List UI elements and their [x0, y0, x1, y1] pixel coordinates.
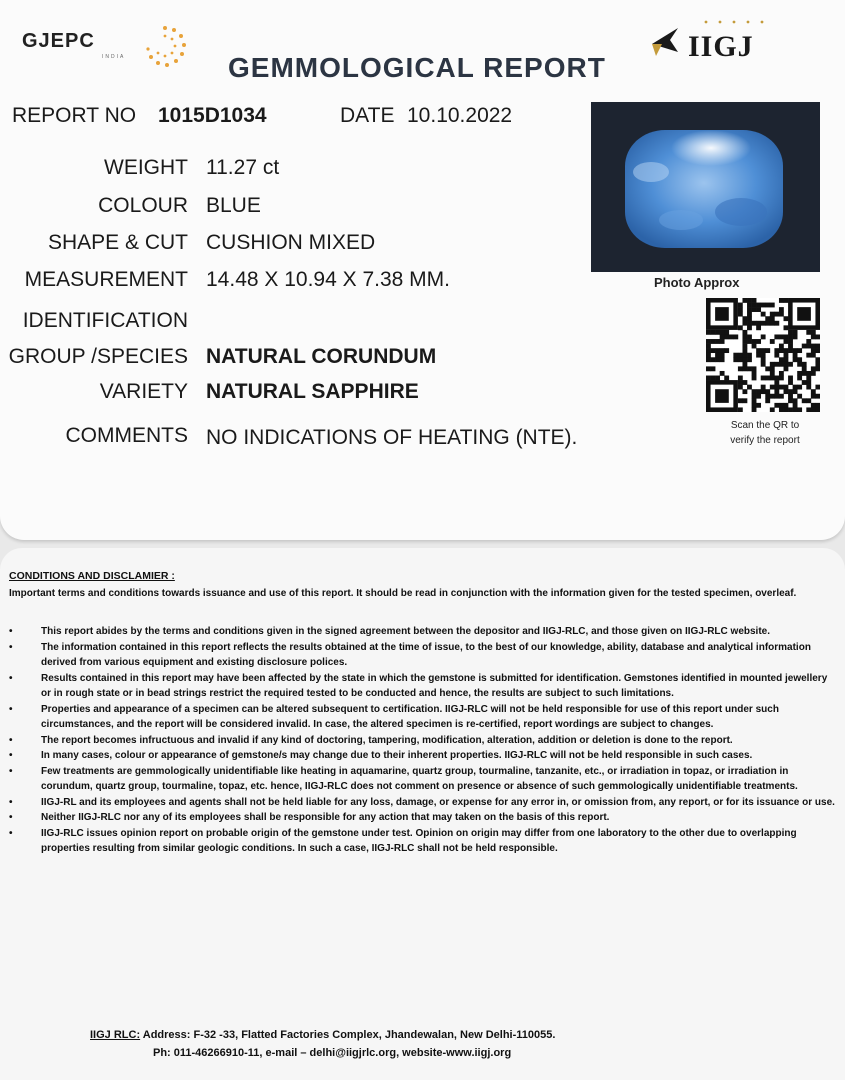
qr-module	[715, 357, 720, 362]
qr-module	[779, 385, 784, 390]
qr-module	[742, 339, 747, 344]
qr-module	[788, 339, 793, 344]
qr-module	[793, 334, 798, 339]
condition-item: • IIGJ-RLC issues opinion report on probable origin of the gemstone under test. Opinion on origin may differ from one laboratory to the other due to overlapping properties resulting from similar geologic conditions. In such a case, IIGJ-RLC shall not be held responsible.	[9, 826, 835, 857]
qr-module	[711, 357, 716, 362]
qr-module	[806, 385, 811, 390]
qr-module	[774, 403, 779, 408]
qr-module	[806, 407, 811, 412]
qr-module	[811, 403, 816, 408]
qr-module	[784, 334, 789, 339]
qr-module	[770, 316, 775, 321]
qr-module	[806, 380, 811, 385]
footer-address	[90, 1029, 555, 1041]
qr-module	[774, 376, 779, 381]
qr-module	[756, 339, 761, 344]
qr-module	[761, 362, 766, 367]
qr-module	[752, 371, 757, 376]
qr-module	[715, 353, 720, 358]
qr-module	[720, 353, 725, 358]
qr-module	[738, 407, 743, 412]
qr-module	[756, 353, 761, 358]
qr-module	[747, 385, 752, 390]
qr-module	[774, 348, 779, 353]
qr-module	[742, 348, 747, 353]
qr-module	[747, 307, 752, 312]
qr-module	[738, 385, 743, 390]
qr-module	[811, 389, 816, 394]
qr-module	[802, 362, 807, 367]
qr-module	[747, 303, 752, 308]
qr-module	[788, 380, 793, 385]
condition-item: • This report abides by the terms and conditions given in the signed agreement between the depositor and IIGJ-RLC, and those given on IIGJ-RLC website.	[9, 624, 835, 640]
condition-item: • Few treatments are gemmologically unidentifiable like heating in aquamarine, quartz group, tourmaline, tanzanite, etc., or irradiation in topaz, or irradiation in corundum, quartz group, tourmaline, topaz, etc. hence, IIGJ-RLC does not comment on presence or absence of such gemmologically unidentifiable treatments.	[9, 764, 835, 795]
qr-module	[706, 376, 711, 381]
qr-module	[770, 371, 775, 376]
qr-module	[770, 385, 775, 390]
qr-module	[720, 357, 725, 362]
date-label: DATE	[340, 104, 395, 127]
shape-cut-label: SHAPE & CUT	[47, 231, 188, 254]
qr-module	[711, 348, 716, 353]
qr-module	[752, 366, 757, 371]
qr-module	[793, 348, 798, 353]
qr-module	[774, 321, 779, 326]
qr-module	[747, 325, 752, 330]
condition-item: • Neither IIGJ-RLC nor any of its employees shall be responsible for any action that may taken on the basis of this report.	[9, 810, 835, 826]
qr-module	[747, 357, 752, 362]
qr-module	[793, 353, 798, 358]
qr-module	[806, 339, 811, 344]
qr-module	[706, 339, 711, 344]
qr-module	[811, 344, 816, 349]
qr-module	[738, 376, 743, 381]
qr-module	[770, 321, 775, 326]
qr-module	[788, 398, 793, 403]
footer-label: IIGJ RLC:	[90, 1029, 141, 1041]
qr-finder	[715, 307, 729, 321]
qr-module	[806, 344, 811, 349]
qr-module	[784, 366, 789, 371]
qr-module	[747, 339, 752, 344]
qr-module	[811, 353, 816, 358]
qr-module	[738, 312, 743, 317]
comments-value: NO INDICATIONS OF HEATING (NTE).	[206, 426, 578, 449]
qr-module	[806, 398, 811, 403]
qr-module	[706, 330, 711, 335]
qr-module	[779, 307, 784, 312]
qr-module	[788, 394, 793, 399]
qr-module	[774, 353, 779, 358]
qr-module	[761, 312, 766, 317]
qr-module	[784, 407, 789, 412]
qr-module	[788, 389, 793, 394]
comments-label: COMMENTS	[65, 424, 188, 447]
qr-module	[784, 403, 789, 408]
qr-module	[720, 339, 725, 344]
qr-module	[779, 362, 784, 367]
qr-module	[765, 316, 770, 321]
variety-value: NATURAL SAPPHIRE	[206, 380, 419, 403]
qr-code[interactable]	[706, 298, 820, 412]
qr-module	[742, 344, 747, 349]
qr-module	[797, 407, 802, 412]
qr-finder	[797, 307, 811, 321]
qr-module	[770, 366, 775, 371]
qr-module	[761, 385, 766, 390]
qr-module	[756, 321, 761, 326]
qr-module	[802, 366, 807, 371]
qr-module	[770, 376, 775, 381]
qr-module	[752, 389, 757, 394]
qr-module	[793, 407, 798, 412]
qr-module	[756, 389, 761, 394]
footer-contact: Ph: 011-46266910-11, e-mail – delhi@iigjrlc.org, website-www.iigj.org	[153, 1047, 512, 1059]
weight-label: WEIGHT	[104, 156, 188, 179]
qr-module	[752, 394, 757, 399]
qr-module	[752, 307, 757, 312]
qr-module	[793, 389, 798, 394]
shape-cut-value: CUSHION MIXED	[206, 231, 376, 254]
gjepc-logo-sub: INDIA	[102, 54, 126, 60]
qr-module	[806, 376, 811, 381]
qr-module	[724, 376, 729, 381]
conditions-heading: CONDITIONS AND DISCLAMIER :	[9, 570, 175, 582]
measurement-label: MEASUREMENT	[24, 268, 188, 291]
gemstone-photo	[591, 102, 820, 272]
qr-module	[742, 334, 747, 339]
qr-module	[724, 334, 729, 339]
qr-module	[793, 398, 798, 403]
qr-module	[784, 325, 789, 330]
qr-module	[747, 312, 752, 317]
qr-module	[761, 353, 766, 358]
qr-module	[815, 407, 820, 412]
identification-label: IDENTIFICATION	[22, 309, 188, 332]
qr-module	[738, 325, 743, 330]
qr-module	[742, 353, 747, 358]
qr-module	[715, 376, 720, 381]
qr-module	[793, 357, 798, 362]
qr-module	[779, 344, 784, 349]
qr-module	[770, 394, 775, 399]
qr-module	[742, 398, 747, 403]
qr-finder	[715, 389, 729, 403]
qr-module	[747, 298, 752, 303]
qr-module	[779, 348, 784, 353]
gjepc-logo	[22, 22, 182, 72]
qr-module	[797, 394, 802, 399]
qr-module	[738, 303, 743, 308]
qr-module	[706, 366, 711, 371]
qr-module	[788, 362, 793, 367]
qr-module	[752, 298, 757, 303]
qr-module	[779, 376, 784, 381]
qr-module	[784, 357, 789, 362]
qr-module	[747, 353, 752, 358]
condition-item: • The report becomes infructuous and invalid if any kind of doctoring, tampering, modification, alteration, addition or deletion is done to the report.	[9, 733, 835, 749]
qr-module	[742, 321, 747, 326]
qr-module	[806, 371, 811, 376]
qr-module	[756, 325, 761, 330]
qr-module	[774, 389, 779, 394]
qr-module	[788, 334, 793, 339]
qr-module	[774, 380, 779, 385]
qr-module	[761, 348, 766, 353]
qr-module	[715, 339, 720, 344]
qr-module	[774, 362, 779, 367]
qr-module	[720, 330, 725, 335]
qr-module	[738, 357, 743, 362]
qr-module	[779, 407, 784, 412]
qr-module	[788, 376, 793, 381]
qr-module	[765, 394, 770, 399]
qr-module	[761, 334, 766, 339]
qr-module	[752, 344, 757, 349]
qr-module	[706, 353, 711, 358]
qr-module	[761, 321, 766, 326]
qr-code-icon	[706, 298, 820, 412]
qr-module	[774, 394, 779, 399]
qr-module	[765, 303, 770, 308]
qr-module	[711, 330, 716, 335]
qr-module	[784, 389, 789, 394]
qr-module	[765, 366, 770, 371]
footer-address-text: Address: F-32 -33, Flatted Factories Complex, Jhandewalan, New Delhi-110055.	[140, 1029, 556, 1041]
qr-module	[797, 348, 802, 353]
qr-module	[815, 403, 820, 408]
qr-module	[770, 303, 775, 308]
qr-module	[784, 316, 789, 321]
qr-module	[770, 312, 775, 317]
group-species-label: GROUP /SPECIES	[8, 345, 188, 368]
report-no-value: 1015D1034	[158, 104, 267, 127]
qr-module	[793, 330, 798, 335]
qr-module	[802, 380, 807, 385]
sunburst-icon	[140, 22, 190, 72]
qr-module	[815, 366, 820, 371]
qr-module	[733, 353, 738, 358]
qr-module	[784, 385, 789, 390]
qr-module	[706, 357, 711, 362]
group-species-value: NATURAL CORUNDUM	[206, 345, 437, 368]
qr-module	[815, 362, 820, 367]
qr-module	[715, 330, 720, 335]
variety-label: VARIETY	[99, 380, 188, 403]
photo-caption: Photo Approx	[654, 275, 740, 290]
qr-module	[811, 371, 816, 376]
qr-module	[815, 334, 820, 339]
qr-module	[742, 366, 747, 371]
qr-module	[729, 334, 734, 339]
qr-module	[784, 348, 789, 353]
iigj-triangle-icon	[648, 22, 684, 62]
qr-module	[784, 362, 789, 367]
qr-module	[815, 394, 820, 399]
qr-module	[720, 334, 725, 339]
qr-module	[742, 362, 747, 367]
qr-module	[765, 321, 770, 326]
qr-module	[711, 339, 716, 344]
qr-module	[742, 380, 747, 385]
qr-module	[784, 339, 789, 344]
qr-module	[761, 357, 766, 362]
qr-module	[765, 398, 770, 403]
qr-module	[815, 357, 820, 362]
qr-module	[779, 394, 784, 399]
qr-module	[811, 394, 816, 399]
iigj-dots-icon	[686, 18, 776, 26]
qr-module	[738, 366, 743, 371]
qr-module	[788, 407, 793, 412]
qr-module	[756, 307, 761, 312]
qr-module	[706, 348, 711, 353]
colour-label: COLOUR	[98, 194, 188, 217]
qr-module	[788, 344, 793, 349]
qr-module	[779, 403, 784, 408]
qr-module	[752, 398, 757, 403]
qr-module	[779, 298, 784, 303]
qr-module	[761, 303, 766, 308]
qr-module	[788, 348, 793, 353]
qr-module	[756, 403, 761, 408]
qr-module	[802, 371, 807, 376]
gemstone-image	[591, 102, 820, 272]
qr-module	[756, 394, 761, 399]
measurement-value: 14.48 X 10.94 X 7.38 MM.	[206, 268, 450, 291]
qr-module	[752, 407, 757, 412]
qr-module	[756, 348, 761, 353]
condition-item: • In many cases, colour or appearance of gemstone/s may change due to their inherent properties. IIGJ-RLC will not be held responsible in such cases.	[9, 748, 835, 764]
qr-module	[779, 312, 784, 317]
qr-module	[815, 385, 820, 390]
qr-module	[802, 344, 807, 349]
qr-module	[738, 398, 743, 403]
qr-module	[815, 344, 820, 349]
qr-module	[802, 398, 807, 403]
qr-module	[784, 353, 789, 358]
qr-module	[765, 376, 770, 381]
iigj-logo	[648, 18, 778, 78]
page-title: GEMMOLOGICAL REPORT	[228, 52, 606, 83]
weight-value: 11.27 ct	[206, 156, 280, 179]
qr-module	[770, 339, 775, 344]
qr-module	[774, 385, 779, 390]
qr-module	[738, 380, 743, 385]
qr-module	[774, 312, 779, 317]
qr-module	[765, 389, 770, 394]
qr-module	[770, 407, 775, 412]
qr-module	[779, 334, 784, 339]
qr-module	[774, 334, 779, 339]
qr-module	[752, 321, 757, 326]
qr-module	[715, 348, 720, 353]
qr-module	[752, 303, 757, 308]
iigj-logo-text: IIGJ	[688, 30, 754, 63]
qr-module	[752, 339, 757, 344]
qr-module	[806, 353, 811, 358]
qr-module	[738, 307, 743, 312]
qr-module	[733, 357, 738, 362]
qr-module	[742, 357, 747, 362]
qr-module	[733, 334, 738, 339]
qr-module	[811, 334, 816, 339]
qr-module	[752, 403, 757, 408]
qr-module	[779, 371, 784, 376]
qr-module	[742, 389, 747, 394]
conditions-list	[9, 624, 835, 857]
qr-module	[747, 366, 752, 371]
qr-module	[711, 366, 716, 371]
report-no-label: REPORT NO	[12, 104, 137, 127]
qr-module	[747, 321, 752, 326]
qr-module	[756, 303, 761, 308]
qr-caption-line-1: Scan the QR to	[730, 420, 800, 431]
qr-module	[747, 334, 752, 339]
date-value: 10.10.2022	[407, 104, 513, 127]
qr-module	[811, 407, 816, 412]
qr-module	[811, 330, 816, 335]
qr-module	[793, 403, 798, 408]
qr-module	[742, 316, 747, 321]
qr-module	[706, 344, 711, 349]
qr-caption	[720, 418, 810, 448]
colour-value: BLUE	[206, 194, 261, 217]
qr-module	[793, 385, 798, 390]
gjepc-logo-text: GJEPC	[22, 30, 95, 52]
conditions-intro: Important terms and conditions towards issuance and use of this report. It should be read in conjunction with the information given for the tested specimen, overleaf.	[9, 588, 797, 599]
qr-module	[747, 316, 752, 321]
qr-module	[811, 348, 816, 353]
qr-module	[806, 330, 811, 335]
qr-caption-line-2: verify the report	[730, 435, 800, 446]
qr-module	[742, 298, 747, 303]
qr-module	[797, 362, 802, 367]
qr-module	[738, 353, 743, 358]
qr-module	[720, 348, 725, 353]
qr-module	[797, 357, 802, 362]
qr-module	[797, 371, 802, 376]
qr-module	[742, 330, 747, 335]
qr-module	[752, 376, 757, 381]
condition-item: • The information contained in this report reflects the results obtained at the time of issue, to the best of our knowledge, ability, database and analytical information derived from various equipment and existing disclosure polices.	[9, 640, 835, 671]
qr-module	[720, 371, 725, 376]
qr-module	[711, 376, 716, 381]
qr-module	[811, 366, 816, 371]
condition-item: • IIGJ-RL and its employees and agents shall not be held liable for any loss, damage, or expense for any error in, or omission from, any report, or for its issuance or use.	[9, 795, 835, 811]
qr-module	[788, 330, 793, 335]
qr-module	[784, 298, 789, 303]
qr-module	[770, 362, 775, 367]
qr-module	[797, 376, 802, 381]
condition-item: • Results contained in this report may have been affected by the state in which the gemstone is submitted for identification. Gemstones identified in mounted jewellery or in rough state or in bead strings restrict the required tested to be conducted and hence, the results are subject to such limitations.	[9, 671, 835, 702]
qr-module	[765, 348, 770, 353]
qr-module	[779, 357, 784, 362]
qr-module	[724, 348, 729, 353]
qr-module	[724, 330, 729, 335]
qr-module	[761, 376, 766, 381]
qr-module	[761, 389, 766, 394]
condition-item: • Properties and appearance of a specimen can be altered subsequent to certification. IIGJ-RLC will not be held responsible for use of this report under such circumstances, and the report will be considered invalid. In case, the altered specimen is re-certified, report wordings are subject to changes.	[9, 702, 835, 733]
qr-module	[815, 348, 820, 353]
qr-module	[797, 385, 802, 390]
